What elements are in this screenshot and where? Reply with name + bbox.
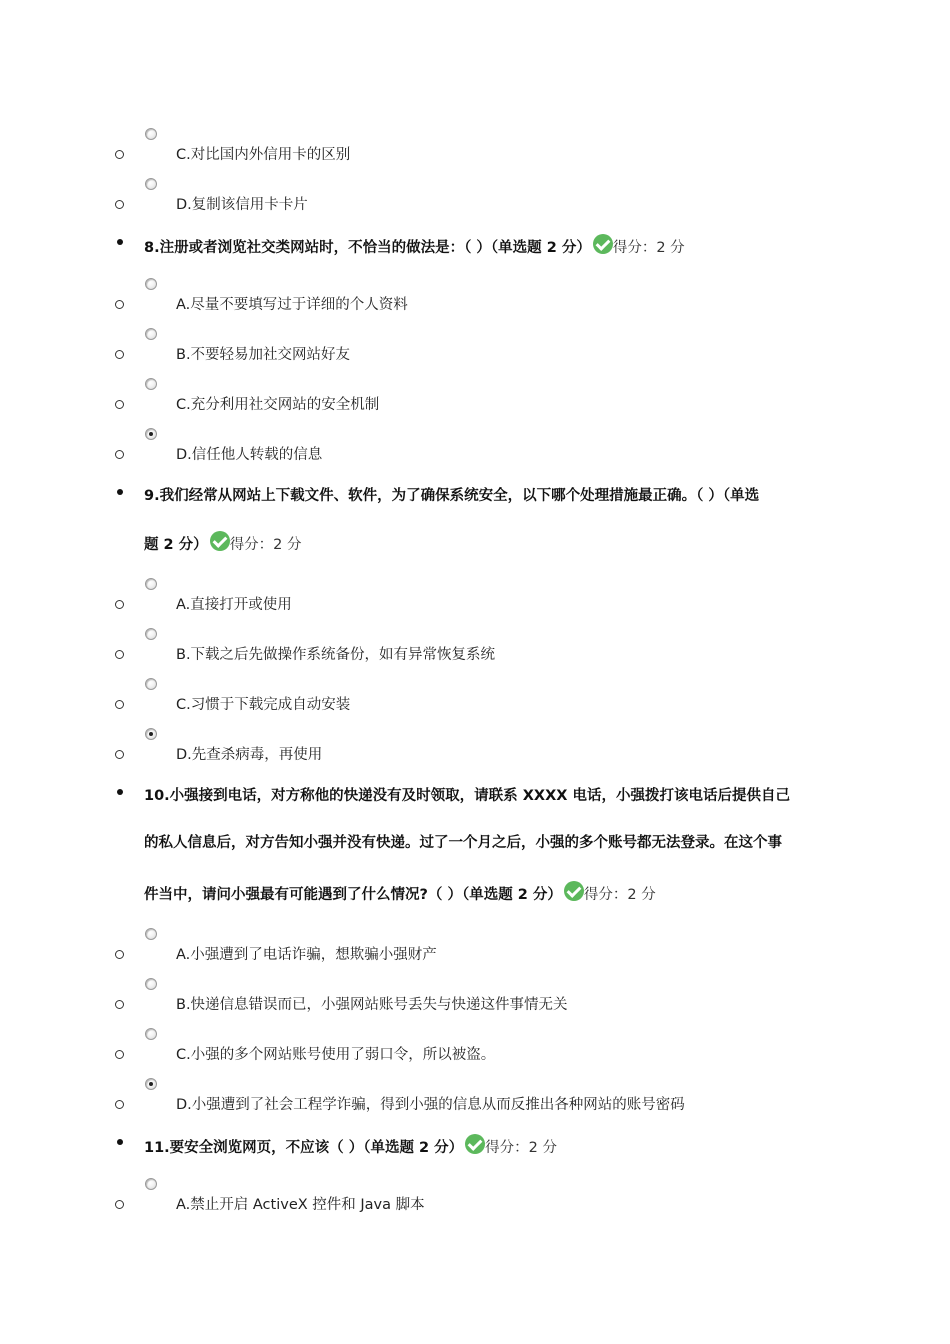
option-q8-b[interactable] (0, 328, 950, 378)
list-bullet (115, 1050, 124, 1059)
option-label: D.复制该信用卡卡片 (176, 197, 308, 213)
check-icon (465, 1134, 485, 1154)
question-text-cont: 件当中，请问小强最有可能遇到了什么情况?（ ）（单选题 2 分） 得分：2 分 (144, 881, 656, 904)
score-text: 得分：2 分 (229, 537, 302, 553)
option-label: C.小强的多个网站账号使用了弱口令，所以被盗。 (176, 1047, 496, 1063)
radio-button[interactable] (145, 578, 157, 590)
list-bullet (115, 950, 124, 959)
question-text: 11.要安全浏览网页，不应该（ ）（单选题 2 分） 得分：2 分 (144, 1134, 557, 1157)
option-label: C.对比国内外信用卡的区别 (176, 147, 351, 163)
radio-button[interactable] (145, 628, 157, 640)
option-label: A.禁止开启 ActiveX 控件和 Java 脚本 (176, 1197, 425, 1213)
option-label: C.充分利用社交网站的安全机制 (176, 397, 380, 413)
option-label: A.尽量不要填写过于详细的个人资料 (176, 297, 408, 313)
radio-button[interactable] (145, 378, 157, 390)
score-text: 得分：2 分 (612, 240, 685, 256)
option-q10-b[interactable] (0, 978, 950, 1028)
option-label: D.先查杀病毒，再使用 (176, 747, 323, 763)
question-text: 10.小强接到电话，对方称他的快递没有及时领取，请联系 XXXX 电话，小强拨打该电话后提供自己 (144, 788, 790, 804)
question-text: 8.注册或者浏览社交类网站时，不恰当的做法是：（ ）（单选题 2 分） 得分：2 分 (144, 234, 685, 257)
list-bullet (115, 750, 124, 759)
option-q8-a[interactable] (0, 278, 950, 328)
option-q9-b[interactable] (0, 628, 950, 678)
question-text-cont: 题 2 分） 得分：2 分 (144, 531, 302, 554)
list-bullet (115, 650, 124, 659)
radio-button[interactable] (145, 678, 157, 690)
option-q7-c[interactable] (0, 128, 950, 178)
list-bullet (115, 350, 124, 359)
radio-button[interactable] (145, 128, 157, 140)
option-label: C.习惯于下载完成自动安装 (176, 697, 351, 713)
radio-button[interactable] (145, 1028, 157, 1040)
list-bullet (115, 200, 124, 209)
list-bullet (115, 600, 124, 609)
list-bullet (115, 1100, 124, 1109)
radio-button[interactable] (145, 978, 157, 990)
option-q8-c[interactable] (0, 378, 950, 428)
option-q10-c[interactable] (0, 1028, 950, 1078)
option-label: D.信任他人转载的信息 (176, 447, 323, 463)
option-label: B.不要轻易加社交网站好友 (176, 347, 351, 363)
radio-button[interactable] (145, 278, 157, 290)
list-bullet (115, 700, 124, 709)
option-q8-d[interactable] (0, 428, 950, 478)
option-q10-a[interactable] (0, 928, 950, 978)
option-q11-a[interactable] (0, 1178, 950, 1228)
question-text: 9.我们经常从网站上下载文件、软件，为了确保系统安全，以下哪个处理措施最正确。（ ）（单选 (144, 488, 760, 504)
list-bullet (115, 150, 124, 159)
radio-button[interactable] (145, 328, 157, 340)
list-bullet (115, 1200, 124, 1209)
check-icon (210, 531, 230, 551)
radio-button-selected[interactable] (145, 728, 157, 740)
option-q9-d[interactable] (0, 728, 950, 778)
option-q9-c[interactable] (0, 678, 950, 728)
option-label: B.快递信息错误而已，小强网站账号丢失与快递这件事情无关 (176, 997, 568, 1013)
radio-button[interactable] (145, 928, 157, 940)
option-q9-a[interactable] (0, 578, 950, 628)
option-label: A.小强遭到了电话诈骗，想欺骗小强财产 (176, 947, 437, 963)
option-label: A.直接打开或使用 (176, 597, 292, 613)
option-q10-d[interactable] (0, 1078, 950, 1128)
check-icon (593, 234, 613, 254)
list-bullet (117, 239, 123, 245)
radio-button[interactable] (145, 1178, 157, 1190)
list-bullet (115, 400, 124, 409)
score-text: 得分：2 分 (583, 887, 656, 903)
option-q7-d[interactable] (0, 178, 950, 228)
list-bullet (117, 1139, 123, 1145)
list-bullet (115, 450, 124, 459)
list-bullet (117, 789, 123, 795)
option-label: B.下载之后先做操作系统备份，如有异常恢复系统 (176, 647, 496, 663)
radio-button-selected[interactable] (145, 428, 157, 440)
list-bullet (115, 1000, 124, 1009)
question-text-cont: 的私人信息后，对方告知小强并没有快递。过了一个月之后，小强的多个账号都无法登录。在这个事 (144, 835, 782, 851)
radio-button[interactable] (145, 178, 157, 190)
list-bullet (115, 300, 124, 309)
option-label: D.小强遭到了社会工程学诈骗，得到小强的信息从而反推出各种网站的账号密码 (176, 1097, 685, 1113)
score-text: 得分：2 分 (485, 1140, 558, 1156)
radio-button-selected[interactable] (145, 1078, 157, 1090)
list-bullet (117, 489, 123, 495)
check-icon (564, 881, 584, 901)
